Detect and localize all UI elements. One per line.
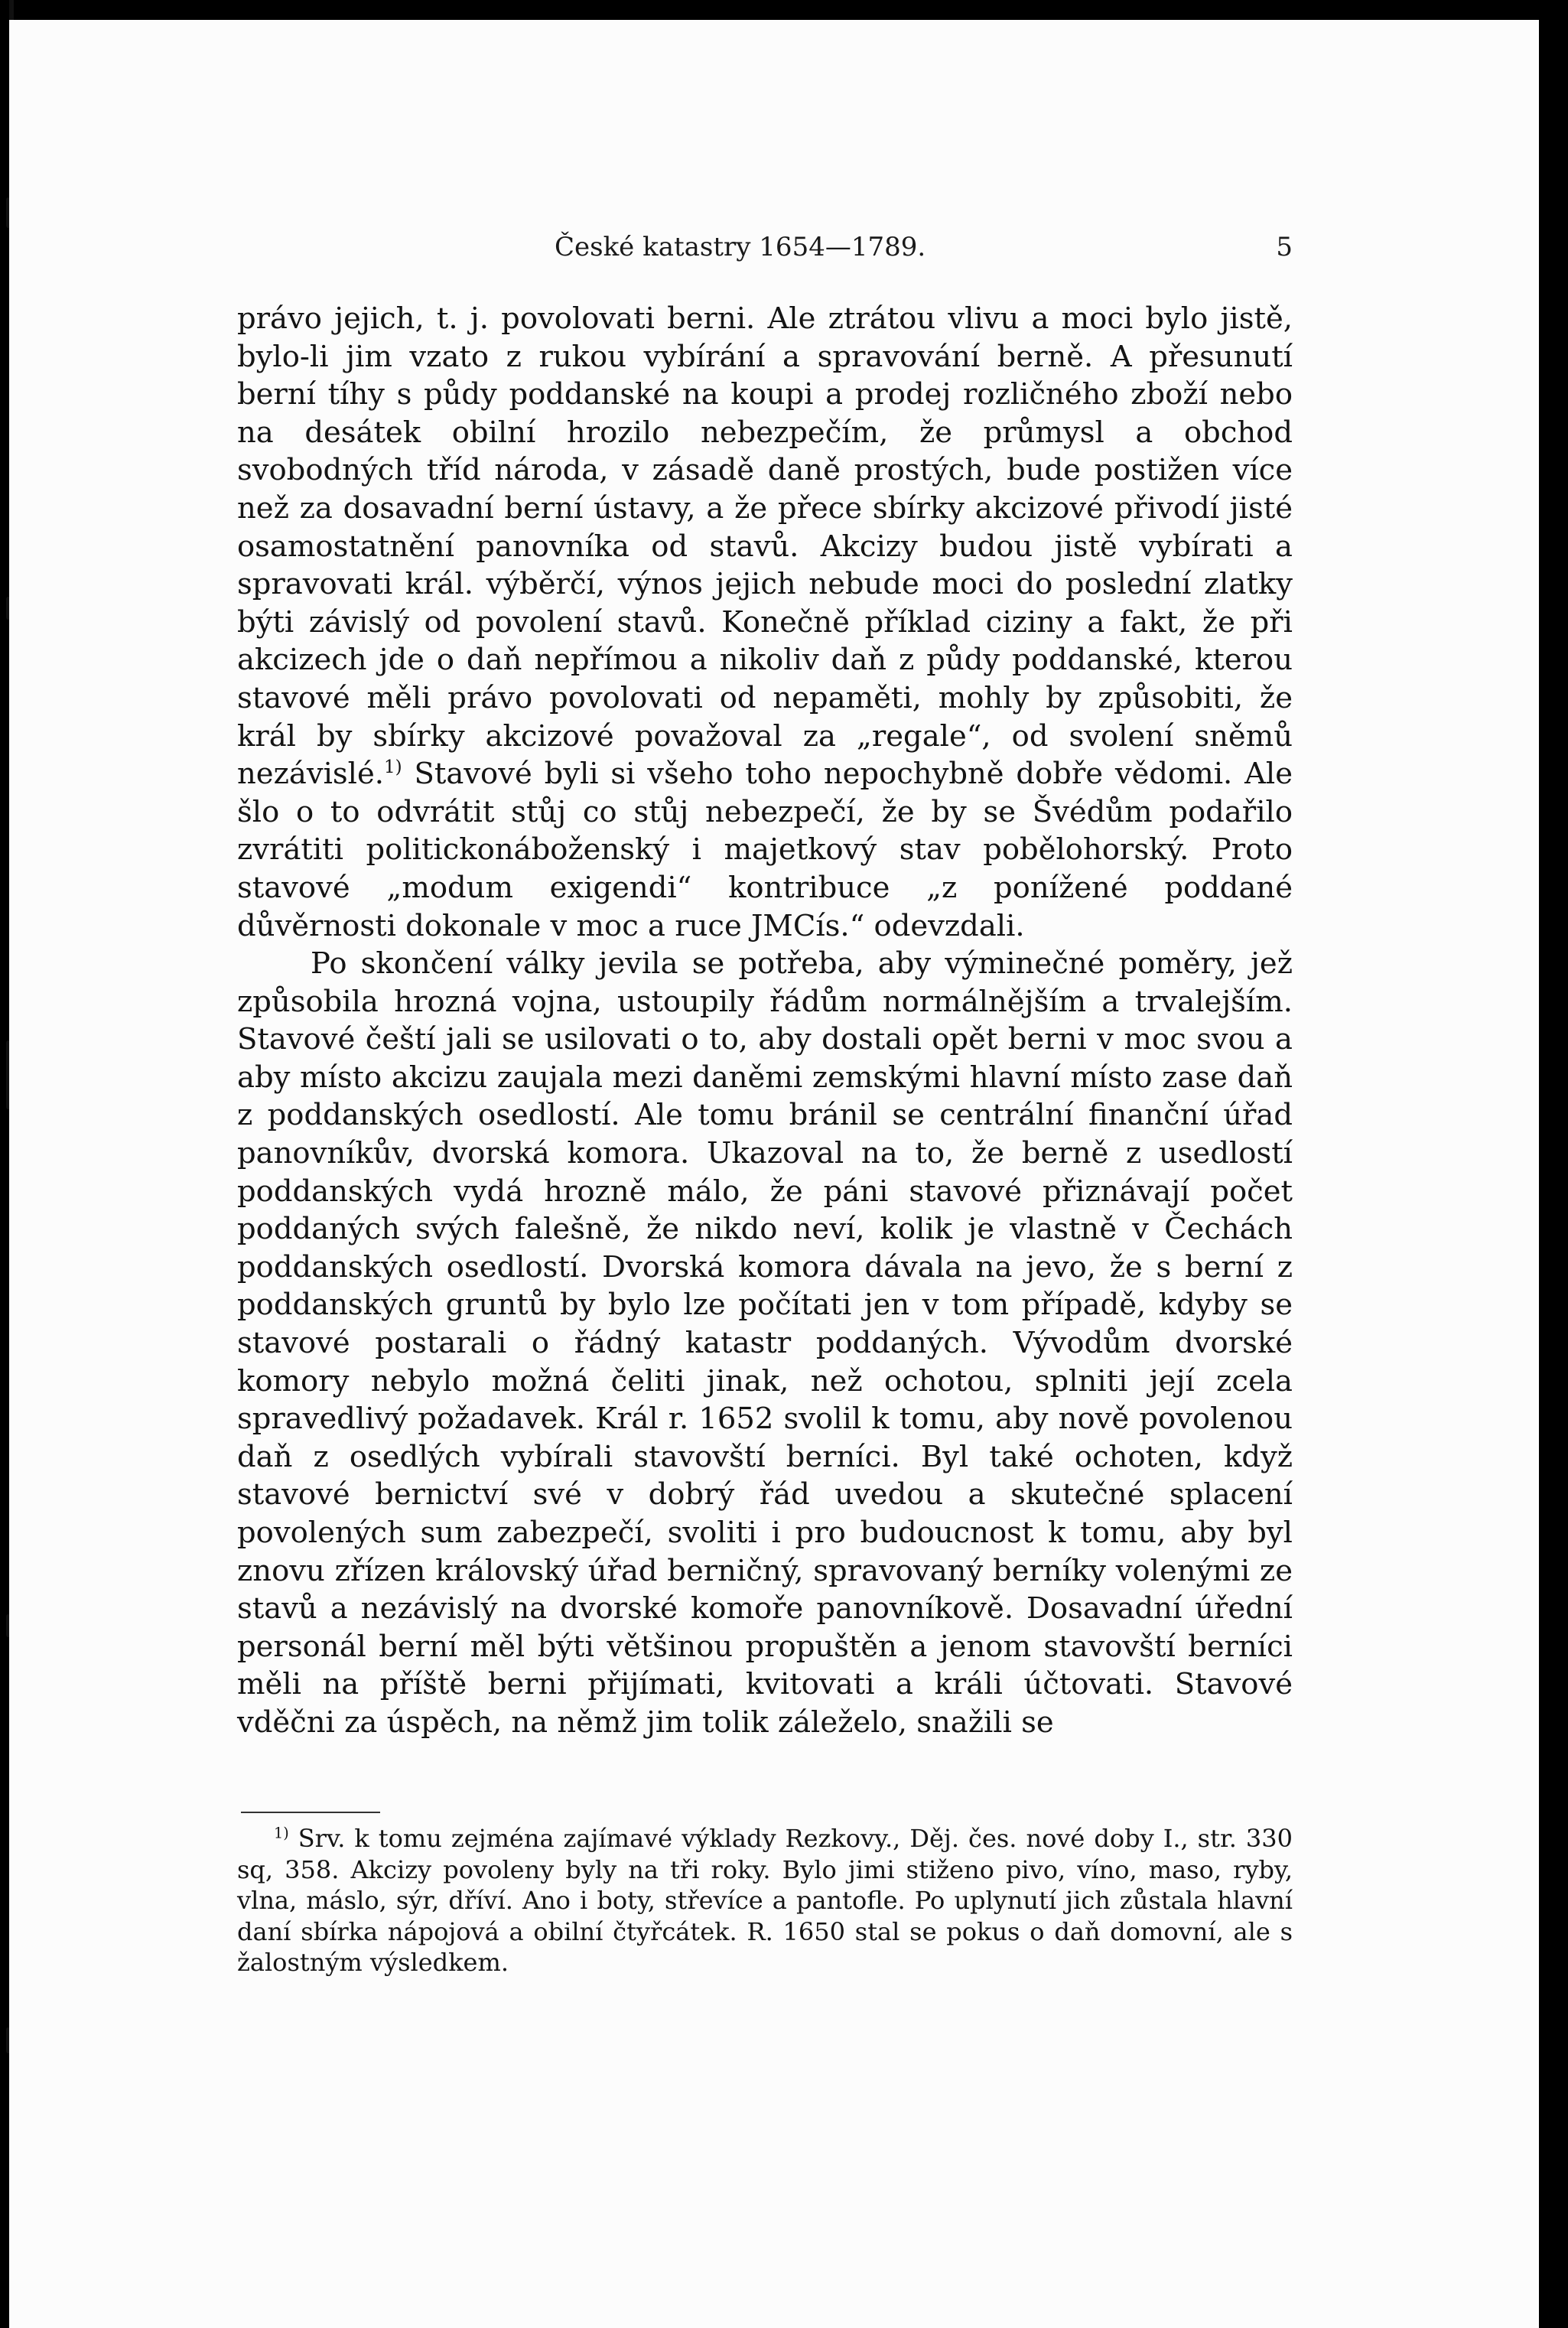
footnote [237,1823,1293,1978]
paragraph: Po skončení války jevila se potřeba, aby výminečné poměry, jež způsobila hrozná vojna, ustoupily řádům normálnějším a trvalejším. Stavové čeští jali se usilovati o to, aby dostali opět berni v moc svou a aby místo akcizu zaujala mezi daněmi zemskými hlavní místo zase daň z poddanských osedlostí. Ale tomu bránil se centrální finanční úřad panovníkův, dvorská komora. Ukazoval na to, že berně z usedlostí poddanských vydá hrozně málo, že páni stavové přiznávají počet poddaných svých falešně, že nikdo neví, kolik je vlastně v Čechách poddanských osedlostí. Dvorská komora dávala na jevo, že s berní z poddanských gruntů by bylo lze počítati jen v tom případě, kdyby se stavové postarali o řádný katastr poddaných. Vývodům dvorské komory nebylo možná čeliti jinak, než ochotou, splniti její zcela spravedlivý požadavek. Král r. 1652 svolil k tomu, aby nově povolenou daň z osedlých vybírali stavovští berníci. Byl také ochoten, když stavové bernictví své v dobrý řád uvedou a skutečné splacení povolených sum zabezpečí, svoliti i pro budoucnost k tomu, aby byl znovu zřízen královský úřad berničný, spravovaný berníky volenými ze stavů a nezávislý na dvorské komoře panovníkově. Dosavadní úřední personál berní měl býti většinou propuštěn a jenom stavovští berníci měli na příště berni přijímati, kvitovati a králi účtovati. Stavové vděčni za úspěch, na němž jim tolik záleželo, snažili se [237,946,1293,1740]
footnote-divider [241,1812,380,1813]
footnote-text: Srv. k tomu zejména zajímavé výklady Rezkovy., Děj. čes. nové doby I., str. 330 sq, 358. Akcizy povoleny byly na tři roky. Bylo jimi stiženo pivo, víno, maso, ryby, vlna, máslo, sýr, dříví. Ano i boty, střevíce a pantofle. Po uplynutí jich zůstala hlavní daní sbírka nápojová a obilní čtyřcátek. R. 1650 stal se pokus o daň domovní, ale s žalostným výsledkem. [237,1824,1293,1978]
body-text [237,300,1293,1742]
page-number: 5 [1276,232,1293,262]
footnote-marker: 1) [274,1824,289,1842]
paragraph [237,300,1293,945]
page-header [233,227,1293,265]
footnote-reference: 1) [383,757,402,778]
paragraph-text: Stavové byli si všeho toho nepochybně dobře vědomi. Ale šlo o to odvrátit stůj co stůj nebezpečí, že by se Švédům podařilo zvrátiti politickonáboženský i majetkový stav pobělohorský. Proto stavové „modum exigendi“ kontribuce „z ponížené poddané důvěrnosti dokonale v moc a ruce JMCís.“ odevzdali. [237,757,1293,943]
paragraph-text: právo jejich, t. j. povolovati berni. Ale ztrátou vlivu a moci bylo jistě, bylo-li jim vzato z rukou vybírání a spravování berně. A přesunutí berní tíhy s půdy poddanské na koupi a prodej rozličného zboží nebo na desátek obilní hrozilo nebezpečím, že průmysl a obchod svobodných tříd národa, v zásadě daně prostých, bude postižen více než za dosavadní berní ústavy, a že přece sbírky akcizové přivodí jisté osamostatnění panovníka od stavů. Akcizy budou jistě vybírati a spravovati král. výběrčí, výnos jejich nebude moci do poslední zlatky býti závislý od povolení stavů. Konečně příklad ciziny a fakt, že při akcizech jde o daň nepřímou a nikoliv daň z půdy poddanské, kterou stavové měli právo povolovati od nepaměti, mohly by způsobiti, že král by sbírky akcizové považoval za „regale“, od svolení sněmů nezávislé. [237,301,1293,792]
running-title: České katastry 1654—1789. [555,232,926,262]
